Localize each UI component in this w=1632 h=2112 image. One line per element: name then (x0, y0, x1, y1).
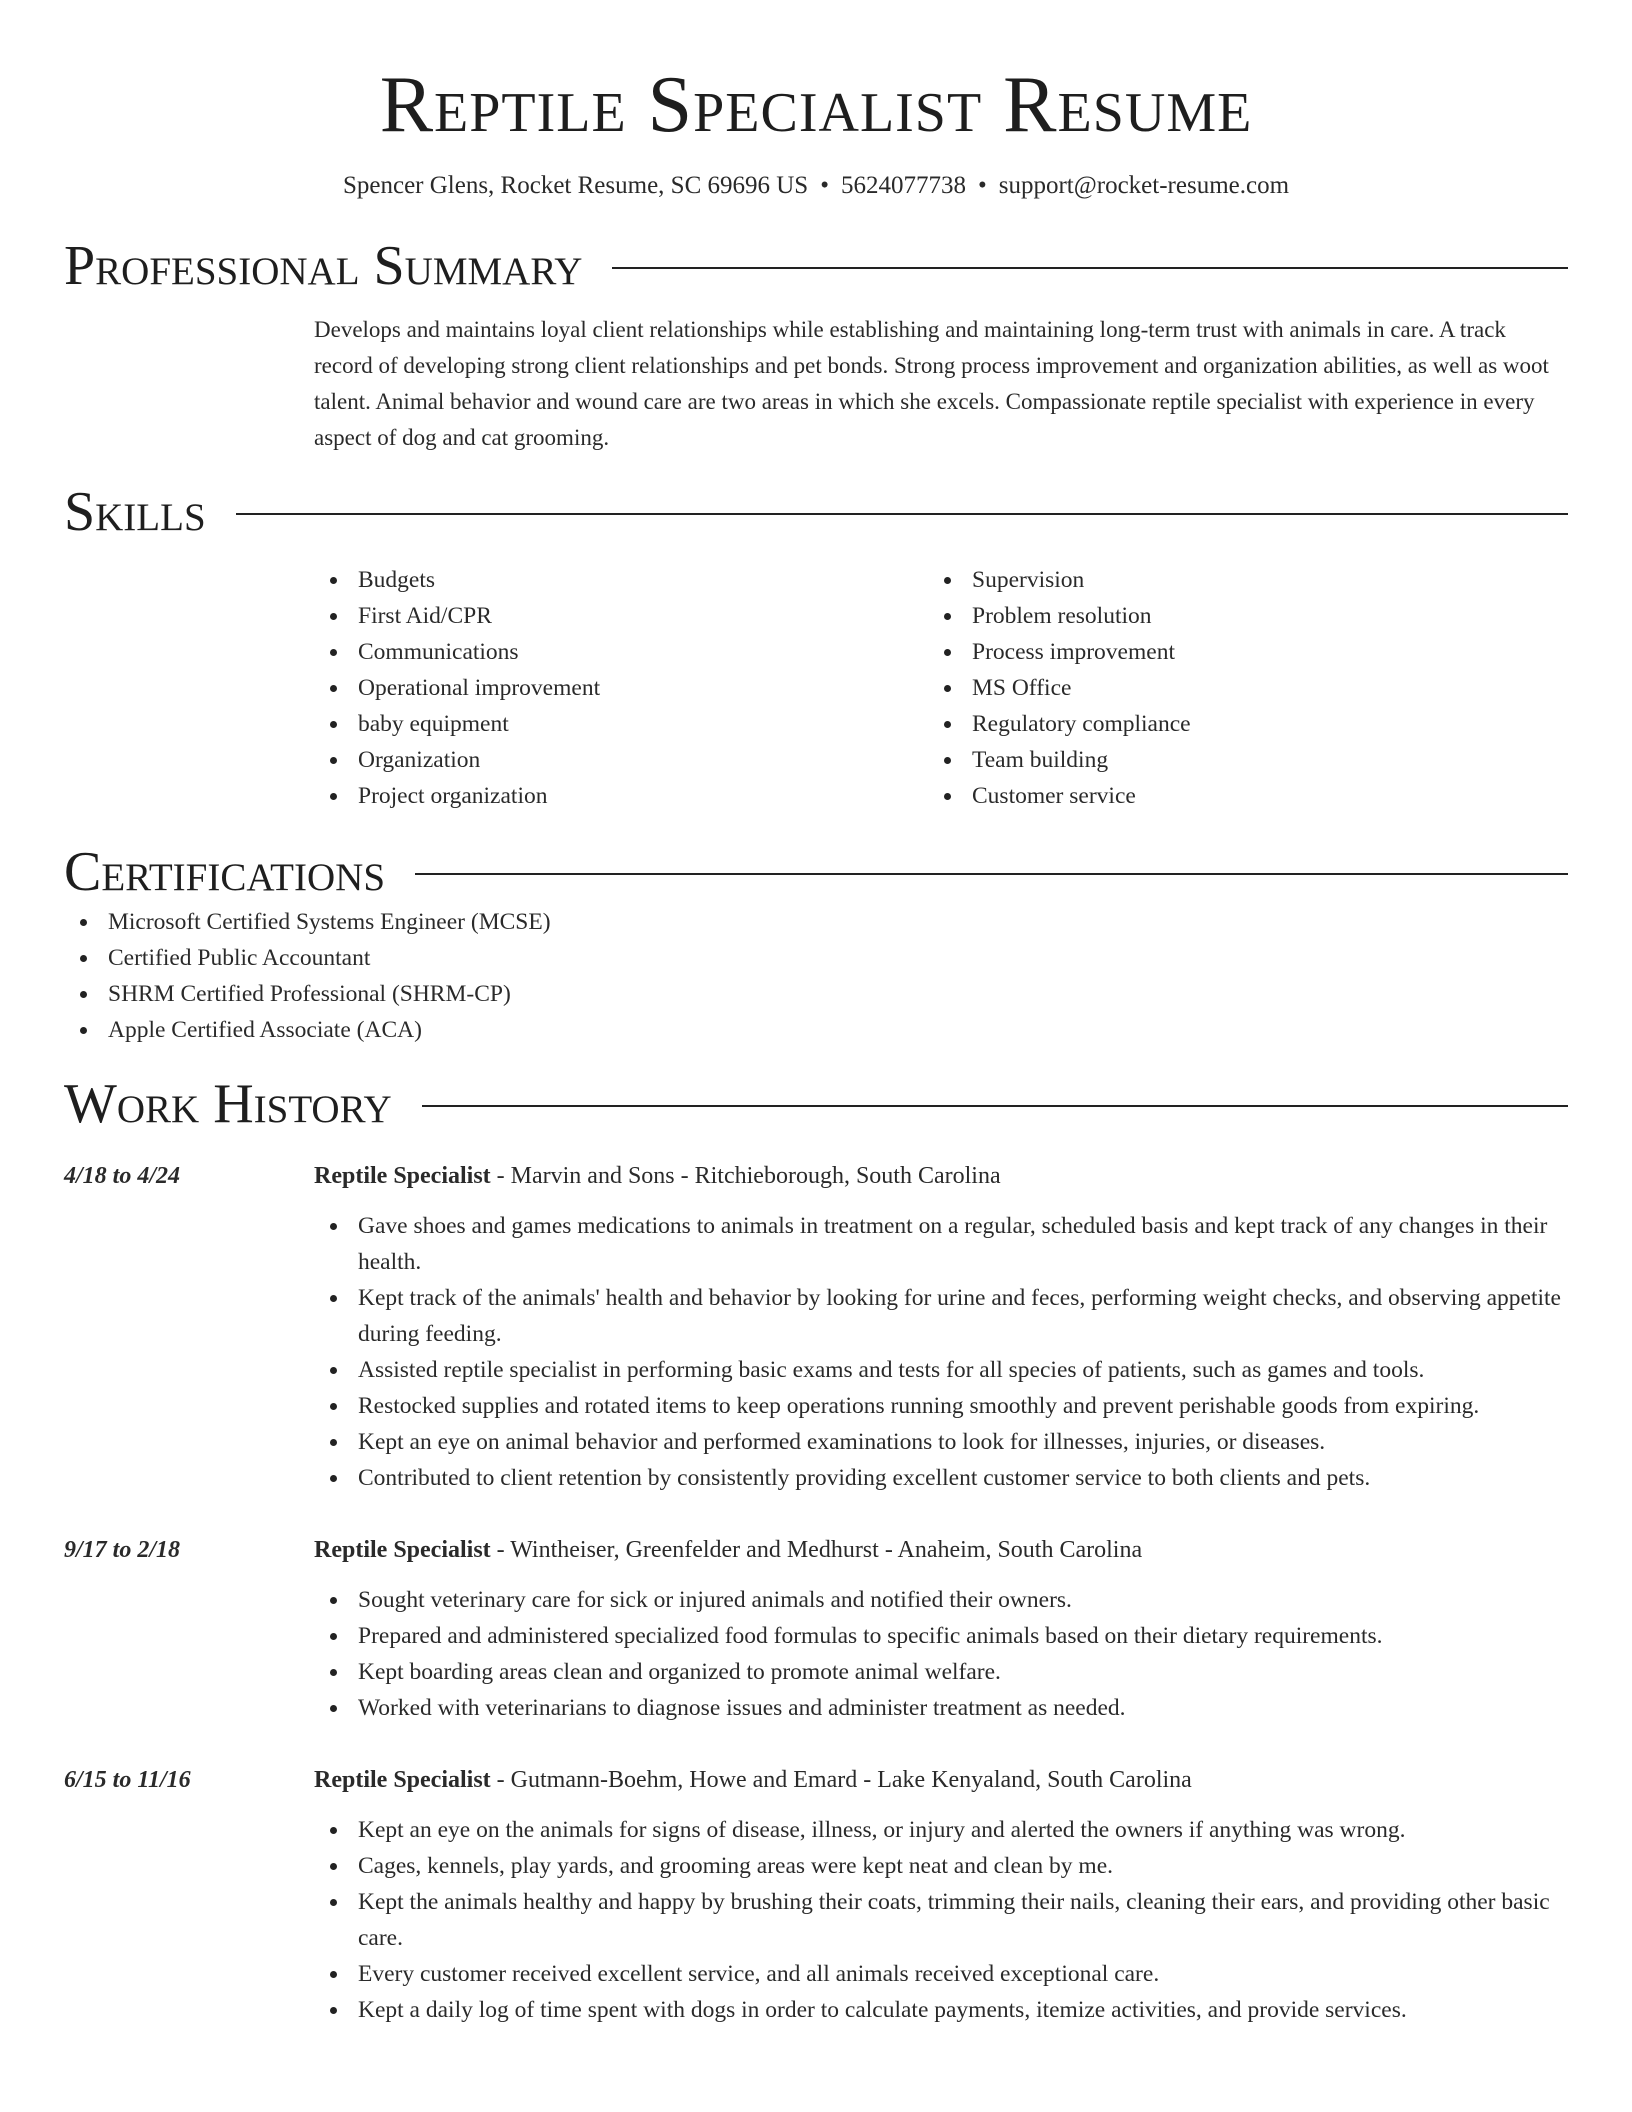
skill-item: Organization (314, 742, 928, 778)
certification-item: SHRM Certified Professional (SHRM-CP) (64, 976, 1568, 1012)
job-body (314, 1764, 1568, 2028)
section-divider (612, 267, 1568, 269)
job-entry (64, 1764, 1568, 2028)
contact-email: support@rocket-resume.com (998, 172, 1290, 199)
section-divider (415, 873, 1568, 875)
job-duty: Sought veterinary care for sick or injured animals and notified their owners. (314, 1582, 1568, 1618)
job-entry (64, 1160, 1568, 1496)
skill-item: Communications (314, 634, 928, 670)
skill-item: Process improvement (928, 634, 1542, 670)
certifications-heading: Certifications (64, 841, 386, 903)
job-title: Reptile Specialist (314, 1767, 491, 1793)
job-duty: Contributed to client retention by consistently providing excellent customer service to both clients and pets. (314, 1460, 1568, 1496)
job-employer-location: - Wintheiser, Greenfelder and Medhurst - Anaheim, South Carolina (490, 1537, 1143, 1563)
job-body (314, 1160, 1568, 1496)
skill-item: Project organization (314, 778, 928, 814)
contact-line (64, 170, 1568, 202)
job-duties-list (314, 1582, 1568, 1726)
job-duty: Cages, kennels, play yards, and grooming areas were kept neat and clean by me. (314, 1848, 1568, 1884)
job-heading-line (314, 1534, 1568, 1566)
job-duty: Kept a daily log of time spent with dogs in order to calculate payments, itemize activities, and provide services. (314, 1992, 1568, 2028)
job-dates: 9/17 to 2/18 (64, 1537, 181, 1563)
skills-list-right (928, 562, 1542, 814)
job-heading-line (314, 1160, 1568, 1192)
skills-list-left (314, 562, 928, 814)
skill-item: Team building (928, 742, 1542, 778)
contact-address: Spencer Glens, Rocket Resume, SC 69696 US (342, 172, 809, 199)
skills-columns (314, 562, 1568, 814)
job-duty: Worked with veterinarians to diagnose issues and administer treatment as needed. (314, 1690, 1568, 1726)
section-divider (422, 1105, 1568, 1107)
skill-item: Operational improvement (314, 670, 928, 706)
certification-item: Certified Public Accountant (64, 940, 1568, 976)
skill-item: baby equipment (314, 706, 928, 742)
job-title: Reptile Specialist (314, 1537, 491, 1563)
work-history-heading: Work History (64, 1073, 392, 1135)
summary-text: Develops and maintains loyal client relationships while establishing and maintaining long-term trust with animals in care. A track record of developing strong client relationships and pet bonds. Strong process improvement and organization abilities, as well as woot talent. Animal behavior and wound care are two areas in which she excels. Compassionate reptile specialist with experience in every aspect of dog and cat grooming. (314, 317, 1549, 450)
summary-section-header (64, 234, 1568, 298)
document-title: Reptile Specialist Resume (379, 61, 1253, 149)
skills-heading: Skills (64, 481, 206, 543)
certification-item: Microsoft Certified Systems Engineer (MCSE) (64, 904, 1568, 940)
contact-separator: • (977, 172, 987, 199)
job-duties-list (314, 1208, 1568, 1496)
certifications-list (64, 904, 1568, 1048)
skill-item: First Aid/CPR (314, 598, 928, 634)
work-history-section-header (64, 1072, 1568, 1136)
job-duty: Restocked supplies and rotated items to keep operations running smoothly and prevent perishable goods from expiring. (314, 1388, 1568, 1424)
skill-item: Regulatory compliance (928, 706, 1542, 742)
job-employer-location: - Gutmann-Boehm, Howe and Emard - Lake Kenyaland, South Carolina (490, 1767, 1192, 1793)
skill-item: Supervision (928, 562, 1542, 598)
section-divider (236, 513, 1568, 515)
job-dates: 4/18 to 4/24 (64, 1163, 181, 1189)
job-title: Reptile Specialist (314, 1163, 491, 1189)
skill-item: Customer service (928, 778, 1542, 814)
summary-heading: Professional Summary (64, 235, 583, 297)
job-duty: Kept the animals healthy and happy by brushing their coats, trimming their nails, cleaning their ears, and providing other basic care. (314, 1884, 1568, 1956)
job-duties-list (314, 1812, 1568, 2028)
job-heading-line (314, 1764, 1568, 1796)
job-duty: Kept an eye on animal behavior and performed examinations to look for illnesses, injuries, or diseases. (314, 1424, 1568, 1460)
skill-item: Budgets (314, 562, 928, 598)
job-duty: Kept an eye on the animals for signs of disease, illness, or injury and alerted the owners if anything was wrong. (314, 1812, 1568, 1848)
job-duty: Kept track of the animals' health and behavior by looking for urine and feces, performing weight checks, and observing appetite during feeding. (314, 1280, 1568, 1352)
certification-item: Apple Certified Associate (ACA) (64, 1012, 1568, 1048)
job-duty: Every customer received excellent service, and all animals received exceptional care. (314, 1956, 1568, 1992)
contact-phone: 5624077738 (840, 172, 966, 199)
contact-separator: • (820, 172, 829, 199)
job-dates: 6/15 to 11/16 (64, 1767, 191, 1793)
job-entry (64, 1534, 1568, 1726)
skill-item: Problem resolution (928, 598, 1542, 634)
job-employer-location: - Marvin and Sons - Ritchieborough, South Carolina (490, 1163, 1001, 1189)
skill-item: MS Office (928, 670, 1542, 706)
job-body (314, 1534, 1568, 1726)
job-duty: Assisted reptile specialist in performing basic exams and tests for all species of patients, such as games and tools. (314, 1352, 1568, 1388)
certifications-section-header (64, 840, 1568, 904)
skills-section-header (64, 480, 1568, 544)
job-duty: Kept boarding areas clean and organized to promote animal welfare. (314, 1654, 1568, 1690)
job-duty: Gave shoes and games medications to animals in treatment on a regular, scheduled basis and kept track of any changes in their health. (314, 1208, 1568, 1280)
job-duty: Prepared and administered specialized food formulas to specific animals based on their dietary requirements. (314, 1618, 1568, 1654)
